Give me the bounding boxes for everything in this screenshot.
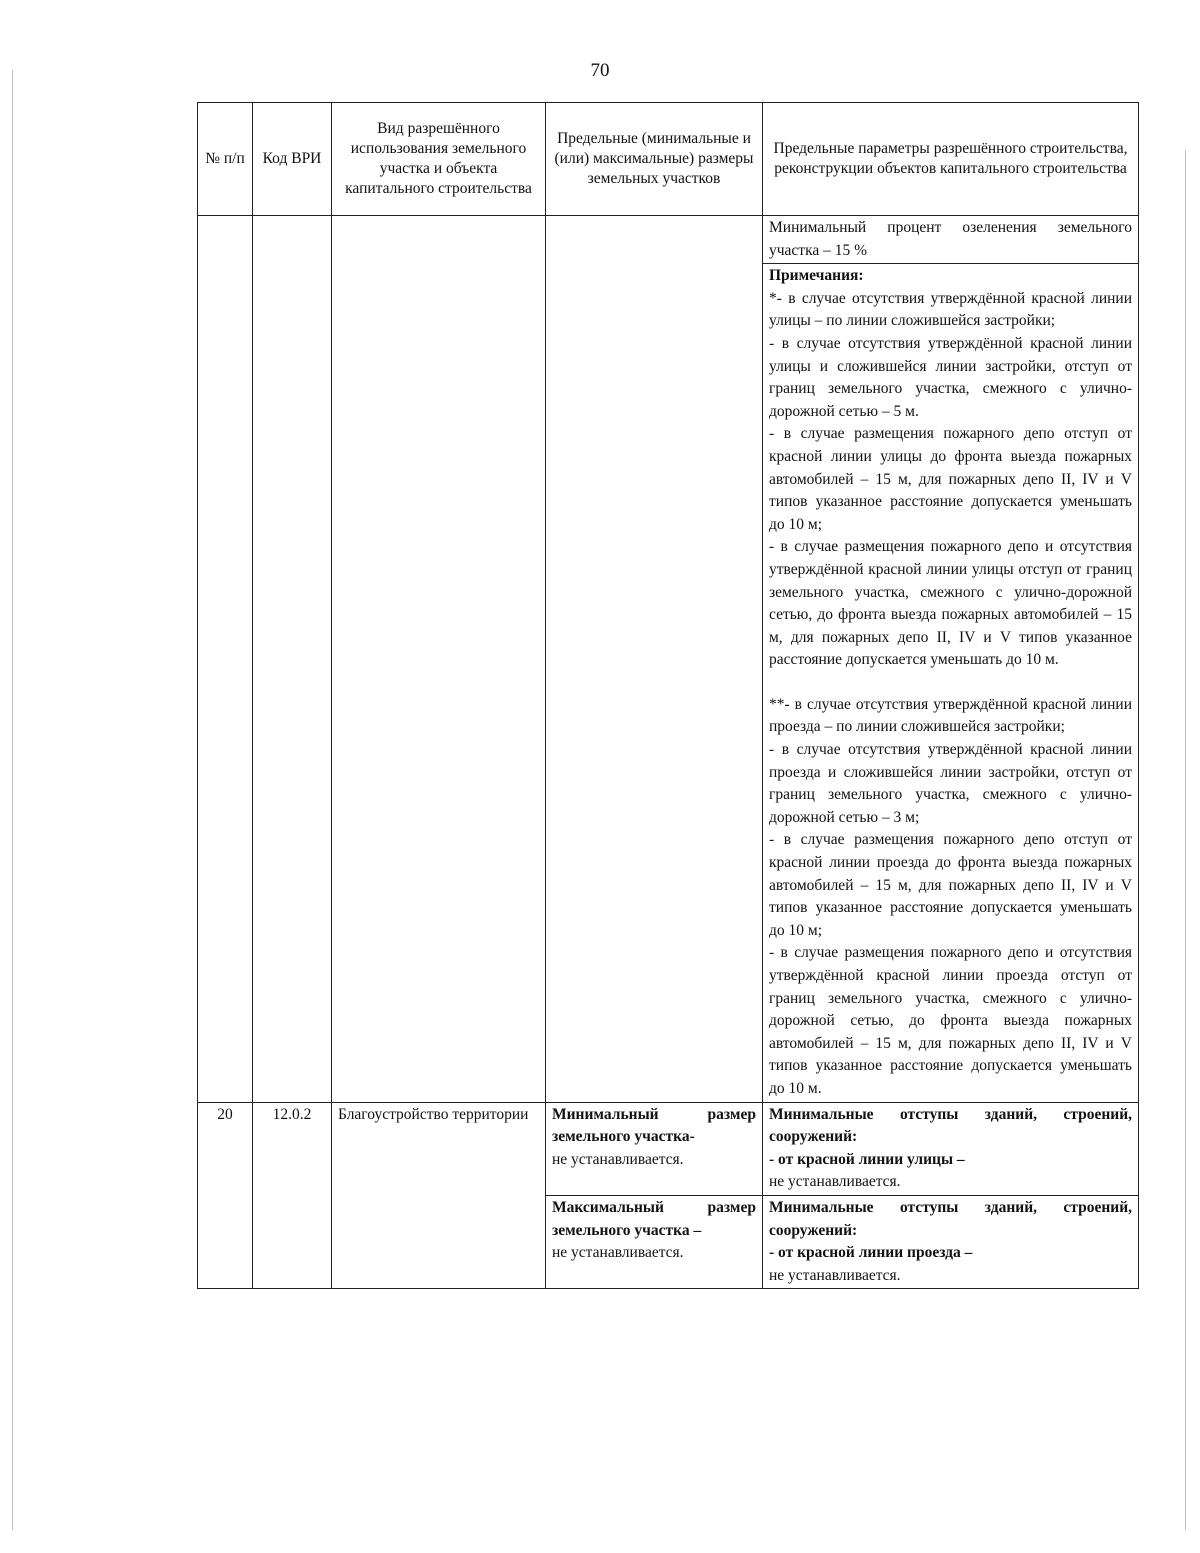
max-size-value: не устанавливается. <box>552 1244 684 1262</box>
header-row <box>198 103 1139 216</box>
row20-code-cont <box>253 1195 332 1288</box>
setback-passage-sub: - от красной линии проезда – <box>769 1244 973 1262</box>
row-20-b <box>198 1195 1139 1288</box>
notes-title: Примечания: <box>769 267 864 285</box>
header-vid: Вид разрешённого использования земельного участка и объекта капитального строительства <box>332 103 546 216</box>
setback-passage-value: не устанавливается. <box>769 1266 901 1284</box>
cont-vid-cell-2 <box>332 264 546 1102</box>
min-size-title: Минимальный размер земельного участка- <box>552 1105 756 1146</box>
row20-num: 20 <box>198 1102 253 1195</box>
note-passage-4: - в случае размещения пожарного депо и отсутствия утверждённой красной линии проезда отступ от границ земельного участка, смежного с улично-дорожной сетью, до фронта выезда пожарных автомобилей – 15 м, для пожарных депо II, IV и V типов указанное расстояние допускается уменьшать до 10 м. <box>769 944 1132 1097</box>
setback-passage-title: Минимальные отступы зданий, строений, сооружений: <box>769 1198 1132 1239</box>
page-number: 70 <box>590 60 610 81</box>
scan-edge-left <box>12 70 13 1530</box>
row20-code: 12.0.2 <box>253 1102 332 1195</box>
row20-vid: Благоустройство территории <box>332 1102 546 1195</box>
scan-edge-right <box>1185 150 1186 1530</box>
row20-min-size-cell <box>546 1102 763 1195</box>
header-params: Предельные параметры разрешённого строительства, реконструкции объектов капитального строительства <box>763 103 1139 216</box>
row20-setback-street-cell <box>763 1102 1139 1195</box>
cont-code-cell-2 <box>253 264 332 1102</box>
green-percent-text: Минимальный процент озеленения земельного участка – 15 % <box>763 216 1139 264</box>
cont-sizes-cell <box>546 216 763 264</box>
notes-gap <box>769 672 1132 694</box>
max-size-title: Максимальный размер земельного участка – <box>552 1198 756 1239</box>
setback-street-sub: - от красной линии улицы – <box>769 1150 965 1168</box>
cont-code-cell <box>253 216 332 264</box>
row20-num-cont <box>198 1195 253 1288</box>
note-street-3: - в случае размещения пожарного депо отступ от красной линии улицы до фронта выезда пожарных автомобилей – 15 м, для пожарных депо II, IV и V типов указанное расстояние допускается уменьшать до 10 м; <box>769 425 1132 533</box>
header-sizes: Предельные (минимальные и (или) максимальные) размеры земельных участков <box>546 103 763 216</box>
header-code: Код ВРИ <box>253 103 332 216</box>
setback-street-value: не устанавливается. <box>769 1173 901 1191</box>
note-street-1: *- в случае отсутствия утверждённой красной линии улицы – по линии сложившейся застройки; <box>769 289 1132 330</box>
cont-num-cell <box>198 216 253 264</box>
row20-max-size-cell <box>546 1195 763 1288</box>
note-street-4: - в случае размещения пожарного депо и отсутствия утверждённой красной линии улицы отступ от границ земельного участка, смежного с улично-дорожной сетью, до фронта выезда пожарных автомобилей – 15 м, для пожарных депо II, IV и V типов указанное расстояние допускается уменьшать до 10 м. <box>769 538 1132 669</box>
note-street-2: - в случае отсутствия утверждённой красной линии улицы и сложившейся линии застройки, отступ от границ земельного участка, смежного с улично-дорожной сетью – 5 м. <box>769 334 1132 420</box>
cont-num-cell-2 <box>198 264 253 1102</box>
row20-setback-passage-cell <box>763 1195 1139 1288</box>
note-passage-2: - в случае отсутствия утверждённой красной линии проезда и сложившейся линии застройки, отступ от границ земельного участка, смежного с улично-дорожной сетью – 3 м; <box>769 741 1132 826</box>
continuation-row-green <box>198 216 1139 264</box>
row-20-a <box>198 1102 1139 1195</box>
note-passage-1: **- в случае отсутствия утверждённой красной линии проезда – по линии сложившейся застройки; <box>769 695 1132 736</box>
regulations-table <box>197 102 1139 1289</box>
cont-sizes-cell-2 <box>546 264 763 1102</box>
note-passage-3: - в случае размещения пожарного депо отступ от красной линии проезда до фронта выезда пожарных автомобилей – 15 м, для пожарных депо II, IV и V типов указанное расстояние допускается уменьшать до 10 м; <box>769 831 1132 939</box>
cont-vid-cell <box>332 216 546 264</box>
row20-vid-cont <box>332 1195 546 1288</box>
min-size-value: не устанавливается. <box>552 1150 684 1168</box>
continuation-row-notes <box>198 264 1139 1102</box>
setback-street-title: Минимальные отступы зданий, строений, сооружений: <box>769 1105 1132 1146</box>
notes-cell <box>763 264 1139 1102</box>
header-num: № п/п <box>198 103 253 216</box>
